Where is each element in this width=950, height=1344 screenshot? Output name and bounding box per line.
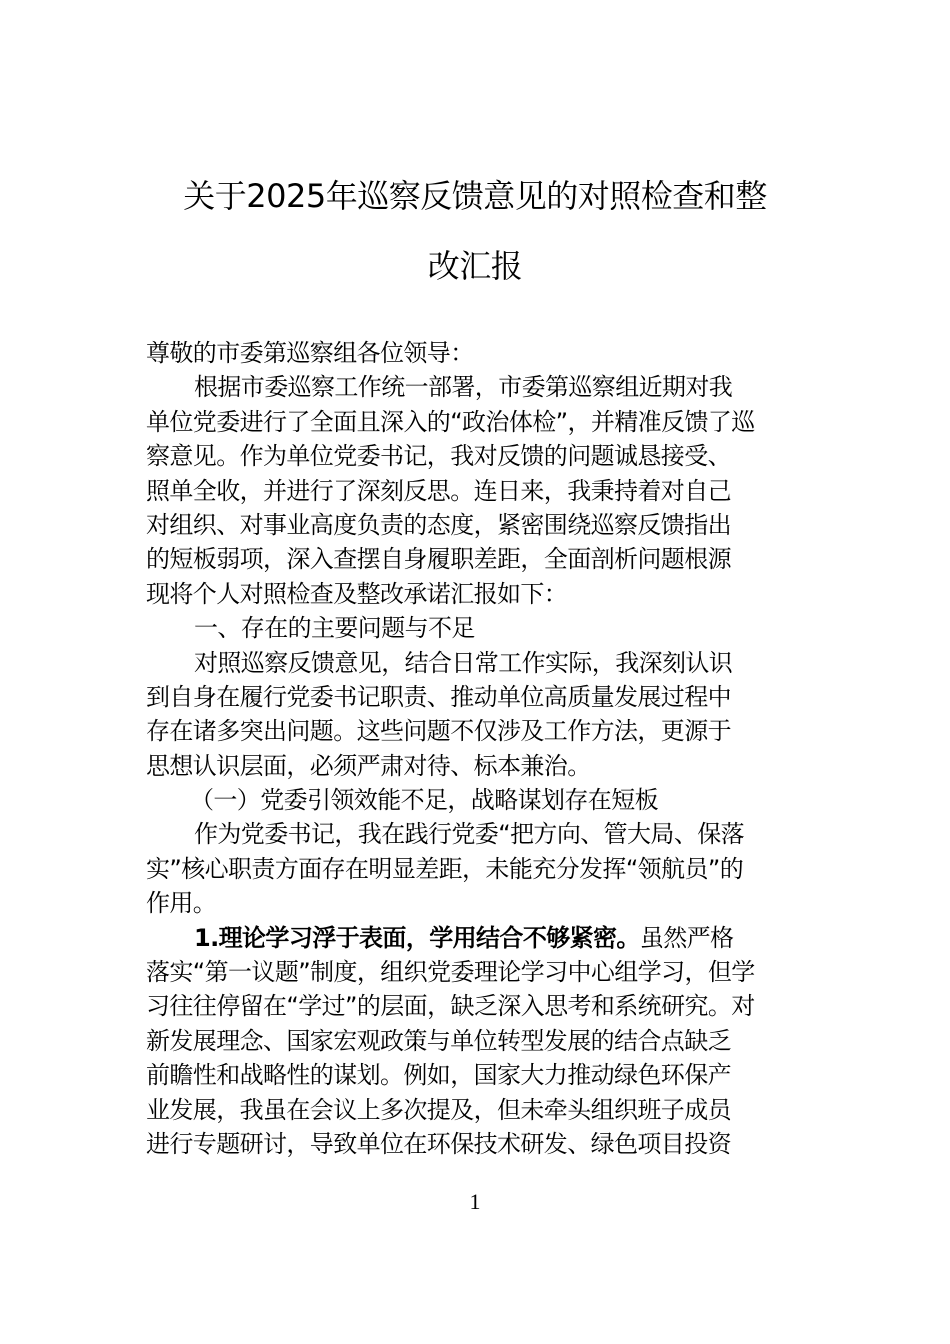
document-body [146,336,811,1161]
item-first-line-rest: 虽然严格 [639,923,734,952]
document-title-line-1: 关于2025年巡察反馈意见的对照检查和整 [183,177,767,215]
subsection-paragraph-line: 作为党委书记，我在践行党委“把方向、管大局、保落 [194,820,745,849]
section-heading: 一、存在的主要问题与不足 [194,614,475,643]
intro-paragraph-line: 根据市委巡察工作统一部署，市委第巡察组近期对我 [194,373,733,402]
item-paragraph-line: 落实“第一议题”制度，组织党委理论学习中心组学习，但学 [146,958,755,987]
intro-paragraph-line: 的短板弱项，深入查摆自身履职差距，全面剖析问题根源 [146,545,731,574]
item-paragraph-first-line [146,921,811,955]
subsection-paragraph-line: 作用。 [146,889,217,918]
subsection-paragraph-line: 实”核心职责方面存在明显差距，未能充分发挥“领航员”的 [146,854,744,883]
section-paragraph-line: 思想认识层面，必须严肃对待、标本兼治。 [146,751,591,780]
subsection-heading: （一）党委引领效能不足，战略谋划存在短板 [190,786,658,815]
section-paragraph-line: 对照巡察反馈意见，结合日常工作实际，我深刻认识 [194,648,733,677]
intro-paragraph-line: 察意见。作为单位党委书记，我对反馈的问题诚恳接受、 [146,442,731,471]
item-paragraph-line: 前瞻性和战略性的谋划。例如，国家大力推动绿色环保产 [146,1061,731,1090]
intro-paragraph-line: 照单全收，并进行了深刻反思。连日来，我秉持着对自己 [146,476,731,505]
item-paragraph-line: 业发展，我虽在会议上多次提及，但未牵头组织班子成员 [146,1095,731,1124]
intro-paragraph-line: 对组织、对事业高度负责的态度，紧密围绕巡察反馈指出 [146,510,731,539]
section-paragraph-line: 到自身在履行党委书记职责、推动单位高质量发展过程中 [146,682,731,711]
intro-paragraph-line: 现将个人对照检查及整改承诺汇报如下： [146,579,568,608]
salutation: 尊敬的市委第巡察组各位领导： [146,339,474,367]
section-paragraph-line: 存在诸多突出问题。这些问题不仅涉及工作方法，更源于 [146,717,731,746]
item-bold-lead: 1.理论学习浮于表面，学用结合不够紧密。 [194,923,640,952]
item-paragraph-line: 进行专题研讨，导致单位在环保技术研发、绿色项目投资 [146,1129,731,1158]
intro-paragraph-line: 单位党委进行了全面且深入的“政治体检”，并精准反馈了巡 [146,407,755,436]
item-paragraph-line: 习往往停留在“学过”的层面，缺乏深入思考和系统研究。对 [146,992,755,1021]
item-paragraph-line: 新发展理念、国家宏观政策与单位转型发展的结合点缺乏 [146,1026,731,1055]
document-title-line-2: 改汇报 [427,247,523,285]
page-number: 1 [469,1189,481,1214]
